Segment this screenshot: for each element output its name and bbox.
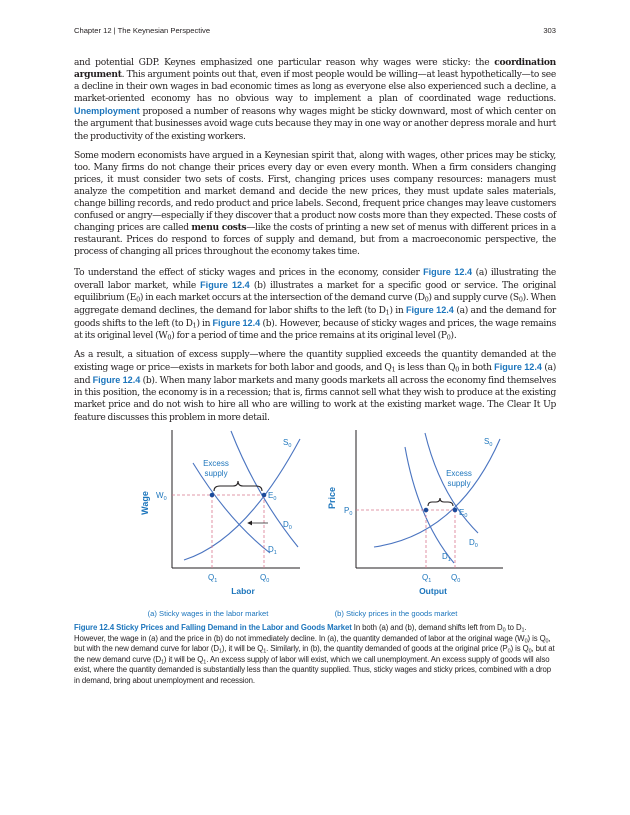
price-level-label: $P_0$ bbox=[344, 506, 353, 517]
page-header bbox=[74, 26, 556, 35]
demand-d0-label: $D_0$ bbox=[283, 520, 292, 531]
equilibrium-point bbox=[262, 493, 267, 498]
caption-title: Figure 12.4 Sticky Prices and Falling Demand in the Labor and Goods Market bbox=[74, 623, 352, 632]
demand-curve-d1 bbox=[405, 447, 454, 563]
excess-supply-label: Excess bbox=[203, 459, 229, 468]
supply-curve-s0 bbox=[374, 439, 500, 547]
panel-a-subcaption: (a) Sticky wages in the labor market bbox=[147, 609, 269, 618]
page-number: 303 bbox=[543, 26, 556, 35]
panel-b-graph bbox=[327, 430, 503, 618]
equilibrium-label: $E_0$ bbox=[459, 508, 468, 519]
caption-text: In both (a) and (b), demand shifts left from $D_0$ to $D_1$. However, the wage in (a) and the price in (b) do not immediately decline. In (a), the quantity demanded of labor at the original wage $(W_0)$ is $Q_0$, but with the new demand curve for labor $(D_1)$, it will be $Q_1$. Similarly, in (b), the quantity demanded of goods at the original price $(P_0)$ is $Q_0$, but at the new demand curve $(D_1)$ it will be $Q_1$. An excess supply of labor will exist, which we call unemployment. An excess supply of goods will also exist, where the quantity demanded is substantially less than the quantity supplied. Thus, sticky wages and sticky prices, combined with a drop in demand, bring about unemployment and recession. bbox=[74, 623, 555, 685]
x-axis-label: Labor bbox=[231, 586, 255, 596]
q0-label: $Q_0$ bbox=[260, 573, 270, 584]
y-axis-label: Price bbox=[327, 486, 337, 510]
paragraph: Some modern economists have argued in a Keynesian spirit that, along with wages, other prices may be sticky, too. Many firms do not change their prices every day or even every month. When a firm considers changing prices, it must consider two sets of costs. First, changing prices uses company resources: managers must analyze the competition and market demand and decide the new prices, they must update sales materials, change billing records, and redo product and price labels. Second, frequent price changes may leave customers confused or angry—especially if they discover that a product now costs more than they expected. These costs of changing prices are called menu costs—like the costs of printing a new set of menus with different prices in a restaurant. Prices do respond to forces of supply and demand, but from a macroeconomic perspective, the process of changing all prices throughout the economy takes time. bbox=[74, 150, 557, 258]
excess-supply-label: supply bbox=[204, 469, 228, 478]
figure-caption bbox=[74, 623, 556, 687]
q1-label: $Q_1$ bbox=[208, 573, 218, 584]
paragraph: To understand the effect of sticky wages and prices in the economy, consider Figure 12.4 (a) illustrating the overall labor market, while Figure 12.4 (b) illustrates a market for a specific good or service. The original equilibrium $(E_0)$ in each market occurs at the intersection of the demand curve $(D_0)$ and supply curve $(S_0)$. When aggregate demand declines, the demand for labor shifts to the left (to $D_1$) in Figure 12.4 (a) and the demand for goods shifts to the left (to $D_1$) in Figure 12.4 (b). However, because of sticky wages and prices, the wage remains at its original level $(W_0)$ for a period of time and the price remains at its original level $(P_0)$. bbox=[74, 266, 557, 342]
x-axis-label: Output bbox=[419, 586, 447, 596]
wage-level-label: $W_0$ bbox=[156, 491, 167, 502]
y-axis-label: Wage bbox=[140, 491, 150, 515]
equilibrium-point bbox=[453, 508, 458, 513]
paragraph: As a result, a situation of excess supply—where the quantity supplied exceeds the quantity demanded at the existing wage or price—exists in markets for both labor and goods, and $Q_1$ is less than $Q_0$ in both Figure 12.4 (a) and Figure 12.4 (b). When many labor markets and many goods markets all across the economy find themselves in this position, the economy is in a recession; that is, firms cannot sell what they wish to produce at the existing market price and do not wish to hire all who are willing to work at the existing market wage. The Clear It Up feature discusses this problem in more detail. bbox=[74, 350, 557, 423]
supply-curve-label: $S_0$ bbox=[283, 438, 292, 449]
demand-d1-label: $D_1$ bbox=[268, 545, 277, 556]
panel-b-subcaption: (b) Sticky prices in the goods market bbox=[334, 609, 458, 618]
q0-label: $Q_0$ bbox=[451, 573, 461, 584]
paragraph: and potential GDP. Keynes emphasized one particular reason why wages were sticky: the coordination argument. This argument points out that, even if most people would be willing—at least hypothetically—to see a decline in their own wages in bad economic times as long as everyone else also experienced such a decline, a market-oriented economy has no obvious way to implement a plan of coordinated wage reductions. Unemployment proposed a number of reasons why wages might be sticky downward, most of which center on the argument that businesses avoid wage cuts because they may in one way or another depress morale and hurt the productivity of the existing workers. bbox=[74, 57, 556, 142]
excess-supply-label: Excess bbox=[446, 469, 472, 478]
excess-supply-brace bbox=[428, 498, 453, 506]
equilibrium-label: $E_0$ bbox=[268, 491, 277, 502]
chapter-title: Chapter 12 | The Keynesian Perspective bbox=[74, 26, 211, 35]
panel-a-graph bbox=[140, 430, 300, 618]
figure-12-4 bbox=[128, 425, 518, 625]
body-text bbox=[74, 57, 556, 431]
demand-d0-label: $D_0$ bbox=[469, 538, 478, 549]
point-q1 bbox=[210, 493, 215, 498]
figure-graphs bbox=[128, 425, 518, 625]
q1-label: $Q_1$ bbox=[422, 573, 432, 584]
excess-supply-label: supply bbox=[447, 479, 471, 488]
supply-curve-label: $S_0$ bbox=[484, 437, 493, 448]
point-q1 bbox=[424, 508, 429, 513]
demand-d1-label: $D_1$ bbox=[442, 552, 451, 563]
